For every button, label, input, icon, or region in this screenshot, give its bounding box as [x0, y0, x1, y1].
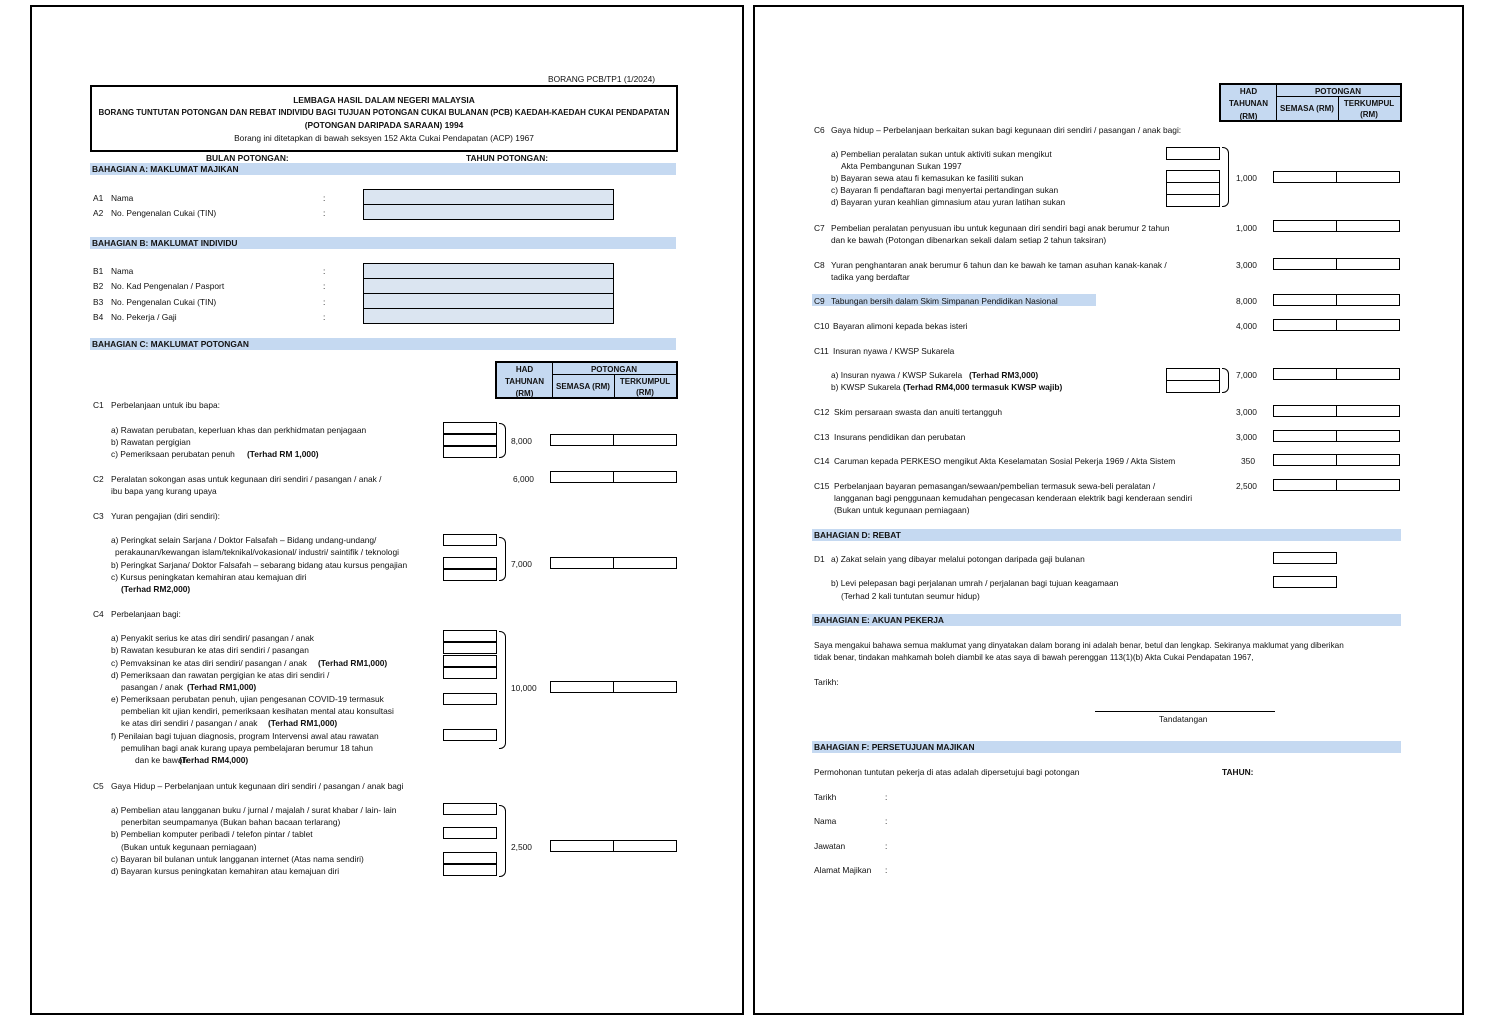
c3-limit: 7,000 — [511, 559, 532, 569]
c11-code: C11 — [814, 346, 829, 356]
c6-item-a1: a) Pembelian peralatan sukan untuk aktiviti sukan mengikut — [831, 149, 1052, 159]
individual-tin-input[interactable] — [363, 293, 614, 309]
c5-item-b1: b) Pembelian komputer peribadi / telefon pintar / tablet — [111, 829, 313, 839]
c4-item-e-limit: (Terhad RM1,000) — [268, 718, 338, 728]
c4-item-f2: pemulihan bagi anak kurang upaya pembelajaran berumur 18 tahun — [121, 743, 373, 753]
c4-item-c: c) Pemvaksinan ke atas diri sendiri/ pasangan / anak — [111, 658, 307, 668]
c6-item-c: c) Bayaran fi pendaftaran bagi menyertai pertandingan sukan — [831, 185, 1059, 195]
c10-semasa-input[interactable] — [1273, 319, 1337, 331]
c8-line2: tadika yang berdaftar — [831, 272, 910, 282]
c2-semasa-input[interactable] — [550, 471, 614, 483]
signature-label: Tandatangan — [1159, 714, 1208, 724]
c7-line2: dan ke bawah (Potongan dibenarkan sekali dalam setiap 2 tahun taksiran) — [831, 235, 1107, 245]
c6-brace — [1222, 147, 1229, 207]
d1-item-b2: (Terhad 2 kali tuntutan seumur hidup) — [841, 591, 980, 601]
c9-code: C9 — [814, 296, 825, 306]
c7-line1: Pembelian peralatan penyusuan ibu untuk kegunaan diri sendiri bagi anak berumur 2 tahun — [831, 223, 1170, 233]
b3-label: No. Pengenalan Cukai (TIN) — [111, 297, 217, 307]
c15-terkumpul-input[interactable] — [1336, 479, 1400, 491]
c8-code: C8 — [814, 260, 825, 270]
colon: : — [323, 208, 326, 218]
c15-line1: Perbelanjaan bayaran pemasangan/sewaan/pembelian termasuk sewa-beli peralatan / — [834, 481, 1156, 491]
b2-code: B2 — [93, 281, 104, 291]
c7-terkumpul-input[interactable] — [1336, 220, 1400, 232]
c11-semasa-input[interactable] — [1273, 368, 1337, 380]
c8-line1: Yuran penghantaran anak berumur 6 tahun dan ke bawah ke taman asuhan kanak-kanak / — [831, 260, 1167, 270]
c7-limit: 1,000 — [1236, 223, 1257, 233]
c5-c-input[interactable] — [443, 852, 497, 864]
month-label: BULAN POTONGAN: — [206, 153, 289, 163]
c1-code: C1 — [93, 400, 104, 410]
c4-item-b: b) Rawatan kesuburan ke atas diri sendiri / pasangan — [111, 645, 309, 655]
c3-item-a1: a) Peringkat selain Sarjana / Doktor Falsafah – Bidang undang-undang/ — [111, 535, 377, 545]
b3-code: B3 — [93, 297, 104, 307]
signature-line[interactable] — [1095, 711, 1275, 712]
c1-item-a: a) Rawatan perubatan, keperluan khas dan perkhidmatan penjagaan — [111, 425, 367, 435]
d1-item-b1: b) Levi pelepasan bagi perjalanan umrah / perjalanan bagi tujuan keagamaan — [831, 578, 1119, 588]
c4-item-a: a) Penyakit serius ke atas diri sendiri/ pasangan / anak — [111, 633, 314, 643]
c1-limit: 8,000 — [511, 436, 532, 446]
c4-c-input[interactable] — [443, 655, 497, 667]
c4-e-input[interactable] — [443, 693, 497, 705]
c13-semasa-input[interactable] — [1273, 430, 1337, 442]
approval-text: Permohonan tuntutan pekerja di atas adalah dipersetujui bagi potongan — [814, 767, 1080, 777]
c14-code: C14 — [814, 456, 830, 466]
c4-item-d1: d) Pemeriksaan dan rawatan pergigian ke atas diri sendiri / — [111, 670, 330, 680]
c4-d-input[interactable] — [443, 667, 497, 679]
c5-semasa-input[interactable] — [550, 840, 614, 852]
employer-position-label: Jawatan — [814, 841, 846, 851]
individual-name-input[interactable] — [363, 263, 614, 279]
c3-c-input[interactable] — [443, 569, 497, 581]
c11-item-a-limit: (Terhad RM3,000) — [969, 370, 1039, 380]
section-c-header: BAHAGIAN C: MAKLUMAT POTONGAN — [90, 338, 676, 350]
c9-label: Tabungan bersih dalam Skim Simpanan Pendidikan Nasional — [831, 296, 1058, 306]
c14-semasa-input[interactable] — [1273, 454, 1337, 466]
year-label: TAHUN POTONGAN: — [466, 153, 549, 163]
c6-semasa-input[interactable] — [1273, 171, 1337, 183]
c15-code: C15 — [814, 481, 830, 491]
colon: : — [323, 312, 326, 322]
c4-item-f3: dan ke bawah — [135, 755, 188, 765]
c9-terkumpul-input[interactable] — [1336, 294, 1400, 306]
c1-a-input[interactable] — [443, 422, 497, 434]
c5-code: C5 — [93, 781, 104, 791]
title-statute: Borang ini ditetapkan di bawah seksyen 152 Akta Cukai Pendapatan (ACP) 1967 — [234, 133, 534, 143]
c3-b-input[interactable] — [443, 557, 497, 569]
c6-item-d: d) Bayaran yuran keahlian gimnasium atau yuran latihan sukan — [831, 197, 1066, 207]
c15-line3: (Bukan untuk kegunaan perniagaan) — [834, 505, 970, 515]
c4-a-input[interactable] — [443, 630, 497, 642]
employer-date-label: Tarikh — [814, 792, 837, 802]
c2-terkumpul-input[interactable] — [613, 471, 677, 483]
c3-terkumpul-input[interactable] — [613, 557, 677, 569]
employer-address-label: Alamat Majikan — [814, 865, 872, 875]
colon: : — [323, 281, 326, 291]
c11-terkumpul-input[interactable] — [1336, 368, 1400, 380]
approval-year-label: TAHUN: — [1222, 767, 1254, 777]
c7-semasa-input[interactable] — [1273, 220, 1337, 232]
c11-item-a: a) Insuran nyawa / KWSP Sukarela — [831, 370, 963, 380]
colon: : — [885, 792, 888, 802]
c1-label: Perbelanjaan untuk ibu bapa: — [111, 400, 220, 410]
c3-item-c-limit: (Terhad RM2,000) — [121, 584, 191, 594]
d1-code: D1 — [814, 554, 825, 564]
c5-brace — [499, 805, 506, 877]
c11-brace — [1222, 368, 1229, 393]
employer-tin-input[interactable] — [363, 204, 614, 220]
c5-label: Gaya Hidup – Perbelanjaan untuk kegunaan diri sendiri / pasangan / anak bagi — [111, 781, 404, 791]
c5-item-b2: (Bukan untuk kegunaan perniagaan) — [121, 842, 257, 852]
c9-limit: 8,000 — [1236, 296, 1257, 306]
employer-name-input[interactable] — [363, 189, 614, 205]
c4-item-e3: ke atas diri sendiri / pasangan / anak — [121, 718, 258, 728]
column-header-page2: HAD TAHUNAN (RM) POTONGAN SEMASA (RM) TERKUMPUL (RM) — [1219, 83, 1402, 122]
b4-code: B4 — [93, 312, 104, 322]
c4-label: Perbelanjaan bagi: — [111, 609, 181, 619]
c11-item-b-limit: (Terhad RM4,000 termasuk KWSP wajib) — [903, 382, 1063, 392]
c5-d-input[interactable] — [443, 864, 497, 876]
c14-limit: 350 — [1241, 456, 1255, 466]
c10-terkumpul-input[interactable] — [1336, 319, 1400, 331]
b2-label: No. Kad Pengenalan / Pasport — [111, 281, 225, 291]
c1-brace — [499, 423, 506, 458]
c7-code: C7 — [814, 223, 825, 233]
colon: : — [885, 841, 888, 851]
c15-limit: 2,500 — [1236, 481, 1257, 491]
b1-code: B1 — [93, 266, 104, 276]
colon: : — [323, 266, 326, 276]
c6-d-input[interactable] — [1166, 194, 1220, 207]
c2-code: C2 — [93, 474, 104, 484]
c10-code: C10 — [814, 321, 830, 331]
colon: : — [323, 297, 326, 307]
title-agency: LEMBAGA HASIL DALAM NEGERI MALAYSIA — [293, 95, 475, 105]
c1-item-b: b) Rawatan pergigian — [111, 437, 191, 447]
c12-terkumpul-input[interactable] — [1336, 405, 1400, 417]
d1-b-input[interactable] — [1273, 576, 1337, 588]
c1-b-input[interactable] — [443, 434, 497, 446]
c11-b-input[interactable] — [1166, 380, 1220, 393]
form-code: BORANG PCB/TP1 (1/2024) — [548, 74, 656, 84]
c3-code: C3 — [93, 511, 104, 521]
d1-a-input[interactable] — [1273, 552, 1337, 564]
c11-label: Insuran nyawa / KWSP Sukarela — [833, 346, 955, 356]
c11-item-b: b) KWSP Sukarela — [831, 382, 901, 392]
c6-a-input[interactable] — [1166, 147, 1220, 160]
c4-terkumpul-input[interactable] — [613, 681, 677, 693]
c4-item-d-limit: (Terhad RM1,000) — [187, 682, 257, 692]
colon: : — [885, 816, 888, 826]
employee-date-label: Tarikh: — [814, 677, 839, 687]
declaration-line2: tidak benar, tindakan mahkamah boleh diambil ke atas saya di bawah perenggan 113(1)(b) Akta Cukai Pendapatan 1967, — [814, 653, 1254, 662]
c12-code: C12 — [814, 407, 830, 417]
c1-item-c: c) Pemeriksaan perubatan penuh — [111, 449, 235, 459]
c13-label: Insurans pendidikan dan perubatan — [834, 432, 966, 442]
c6-item-a2: Akta Pembangunan Sukan 1997 — [841, 161, 962, 171]
form-page-1 — [30, 5, 744, 1015]
form-page-2 — [753, 5, 1464, 1015]
c12-semasa-input[interactable] — [1273, 405, 1337, 417]
c4-item-e1: e) Pemeriksaan perubatan penuh, ujian pengesanan COVID-19 termasuk — [111, 694, 384, 704]
c5-item-a2: penerbitan seumpamanya (Bukan bahan bacaan terlarang) — [121, 817, 341, 827]
c5-limit: 2,500 — [511, 842, 532, 852]
c4-semasa-input[interactable] — [550, 681, 614, 693]
c3-item-c: c) Kursus peningkatan kemahiran atau kemajuan diri — [111, 572, 307, 582]
c6-terkumpul-input[interactable] — [1336, 171, 1400, 183]
c5-item-a1: a) Pembelian atau langganan buku / jurnal / majalah / surat khabar / lain- lain — [111, 805, 397, 815]
c11-limit: 7,000 — [1236, 370, 1257, 380]
c3-label: Yuran pengajian (diri sendiri): — [111, 511, 220, 521]
c3-item-b: b) Peringkat Sarjana/ Doktor Falsafah – sebarang bidang atau kursus pengajian — [111, 560, 408, 570]
c2-line2: ibu bapa yang kurang upaya — [111, 486, 217, 496]
c4-brace — [499, 631, 506, 749]
c1-c-input[interactable] — [443, 446, 497, 458]
section-d-header: BAHAGIAN D: REBAT — [812, 529, 1401, 541]
c1-semasa-input[interactable] — [550, 434, 614, 446]
c12-label: Skim persaraan swasta dan anuiti tertangguh — [834, 407, 1003, 417]
section-e-header: BAHAGIAN E: AKUAN PEKERJA — [812, 614, 1401, 626]
c13-code: C13 — [814, 432, 830, 442]
c4-item-c-limit: (Terhad RM1,000) — [318, 658, 388, 668]
a2-code: A2 — [93, 208, 104, 218]
c10-limit: 4,000 — [1236, 321, 1257, 331]
b1-label: Nama — [111, 266, 134, 276]
employee-no-input[interactable] — [363, 308, 614, 324]
a1-label: Nama — [111, 193, 134, 203]
a1-code: A1 — [93, 193, 104, 203]
c15-semasa-input[interactable] — [1273, 479, 1337, 491]
c4-item-e2: pembelian kit ujian kendiri, pemeriksaan kesihatan mental atau konsultasi — [121, 706, 394, 716]
section-f-header: BAHAGIAN F: PERSETUJUAN MAJIKAN — [812, 741, 1401, 753]
c6-label: Gaya hidup – Perbelanjaan berkaitan sukan bagi kegunaan diri sendiri / pasangan / anak bagi: — [831, 125, 1182, 135]
title-regulation: (POTONGAN DARIPADA SARAAN) 1994 — [304, 120, 464, 130]
c8-limit: 3,000 — [1236, 260, 1257, 270]
c10-label: Bayaran alimoni kepada bekas isteri — [833, 321, 968, 331]
c4-code: C4 — [93, 609, 104, 619]
c4-limit: 10,000 — [511, 683, 537, 693]
ic-passport-input[interactable] — [363, 278, 614, 294]
c3-semasa-input[interactable] — [550, 557, 614, 569]
c6-item-b: b) Bayaran sewa atau fi kemasukan ke fasiliti sukan — [831, 173, 1024, 183]
c12-limit: 3,000 — [1236, 407, 1257, 417]
c13-limit: 3,000 — [1236, 432, 1257, 442]
form-title-box — [90, 85, 678, 152]
c3-brace — [499, 537, 506, 581]
c9-semasa-input[interactable] — [1273, 294, 1337, 306]
c2-line1: Peralatan sokongan asas untuk kegunaan diri sendiri / pasangan / anak / — [111, 474, 382, 484]
c5-item-c: c) Bayaran bil bulanan untuk langganan internet (Atas nama sendiri) — [111, 854, 364, 864]
declaration-line1: Saya mengakui bahawa semua maklumat yang dinyatakan dalam borang ini adalah benar, betul dan lengkap. Sekiranya maklumat yang diberikan — [814, 641, 1344, 650]
c1-item-c-limit: (Terhad RM 1,000) — [247, 449, 319, 459]
c2-limit: 6,000 — [513, 474, 534, 484]
colon: : — [885, 865, 888, 875]
b4-label: No. Pekerja / Gaji — [111, 312, 177, 322]
c4-item-d2: pasangan / anak — [121, 682, 183, 692]
section-a-header: BAHAGIAN A: MAKLUMAT MAJIKAN — [90, 163, 676, 175]
d1-item-a: a) Zakat selain yang dibayar melalui potongan daripada gaji bulanan — [831, 554, 1085, 564]
section-b-header: BAHAGIAN B: MAKLUMAT INDIVIDU — [90, 237, 676, 249]
c5-a-input[interactable] — [443, 803, 497, 815]
c13-terkumpul-input[interactable] — [1336, 430, 1400, 442]
a2-label: No. Pengenalan Cukai (TIN) — [111, 208, 217, 218]
title-form-name: BORANG TUNTUTAN POTONGAN DAN REBAT INDIVIDU BAGI TUJUAN POTONGAN CUKAI BULANAN (PCB) KAEDAH-KAEDAH CUKAI PENDAPATAN — [98, 108, 670, 117]
c3-a-input[interactable] — [443, 534, 497, 546]
c14-label: Caruman kepada PERKESO mengikut Akta Keselamatan Sosial Pekerja 1969 / Akta Sistem — [834, 456, 1176, 466]
c8-semasa-input[interactable] — [1273, 258, 1337, 270]
column-header-page1: HAD TAHUNAN (RM) POTONGAN SEMASA (RM) TERKUMPUL (RM) — [495, 361, 678, 399]
c4-f-input[interactable] — [443, 729, 497, 741]
c1-terkumpul-input[interactable] — [613, 434, 677, 446]
c6-code: C6 — [814, 125, 825, 135]
colon: : — [323, 193, 326, 203]
c14-terkumpul-input[interactable] — [1336, 454, 1400, 466]
c4-b-input[interactable] — [443, 642, 497, 654]
c3-item-a2: perakaunan/kewangan islam/teknikal/vokasional/ industri/ saintifik / teknologi — [115, 547, 399, 557]
c5-terkumpul-input[interactable] — [613, 840, 677, 852]
c4-item-f-limit: (Terhad RM4,000) — [179, 755, 249, 765]
c6-limit: 1,000 — [1236, 173, 1257, 183]
c5-b-input[interactable] — [443, 827, 497, 839]
c5-item-d: d) Bayaran kursus peningkatan kemahiran atau kemajuan diri — [111, 866, 340, 876]
c8-terkumpul-input[interactable] — [1336, 258, 1400, 270]
c4-item-f1: f) Penilaian bagi tujuan diagnosis, program Intervensi awal atau rawatan — [111, 731, 379, 741]
employer-officer-name-label: Nama — [814, 816, 837, 826]
c15-line2: langganan bagi penggunaan kemudahan pengecasan kenderaan elektrik bagi kenderaan sendiri — [834, 493, 1193, 503]
